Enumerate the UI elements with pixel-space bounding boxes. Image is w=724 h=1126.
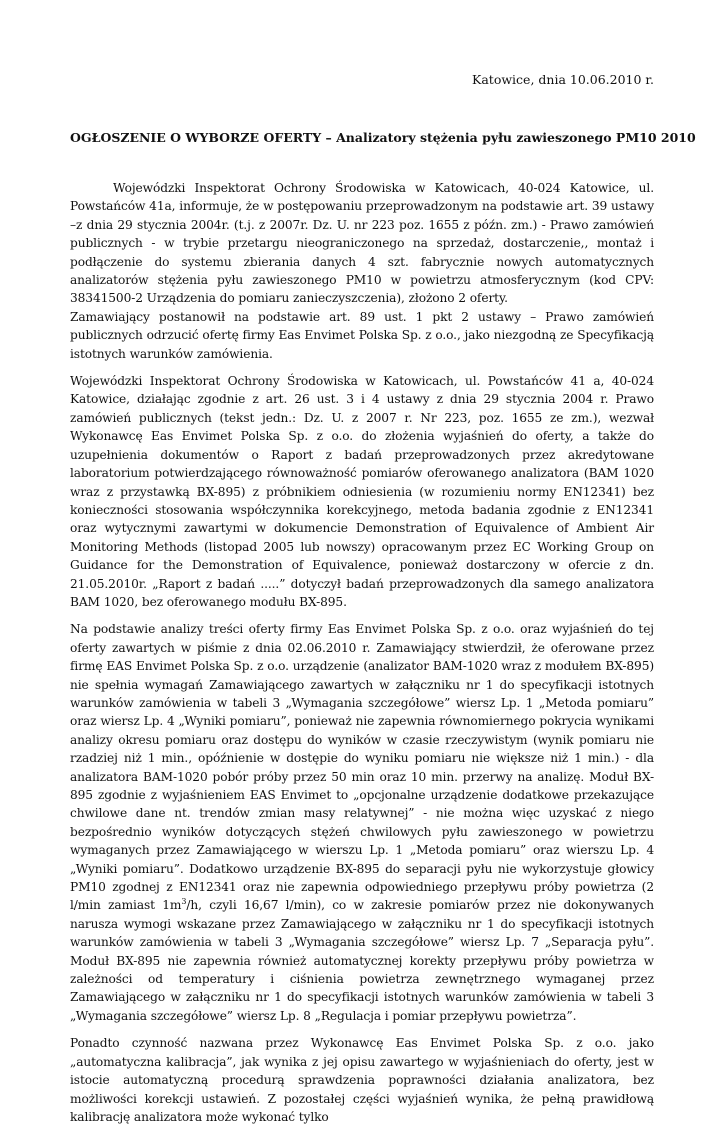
paragraph-announcement: Wojewódzki Inspektorat Ochrony Środowiska w Katowicach, 40-024 Katowice, ul. Powstańców 41a, informuje, że w postępowaniu przeprowadzonym na podstawie art. 39 ustawy –z dnia 29 stycznia 2004r. (t.j. z 2007r. Dz. U. nr 223 poz. 1655 z późn. zm.) - Prawo zamówień publicznych - w trybie przetargu nieograniczonego na sprzedaż, dostarczenie,, montaż i podłączenie do systemu zbierania danych 4 szt. fabrycznie nowych automatycznych analizatorów stężenia pyłu zawieszonego PM10 w powietrzu atmosferycznym (kod CPV: 38341500-2 Urządzenia do pomiaru zanieczyszczenia), złożono 2 oferty. (70, 181, 654, 306)
paragraph-rejection-decision: Zamawiający postanowił na podstawie art. 89 ust. 1 pkt 2 ustawy – Prawo zamówień publicznych odrzucić ofertę firmy Eas Envimet Polska Sp. z o.o., jako niezgodną ze Specyfikacją istotnych warunków zamówienia. (70, 309, 654, 361)
document-title: OGŁOSZENIE O WYBORZE OFERTY – Analizatory stężenia pyłu zawieszonego PM10 2010 (70, 130, 696, 145)
superscript-cubic: 3 (181, 897, 187, 907)
paragraph-analysis-part-1: Na podstawie analizy treści oferty firmy Eas Envimet Polska Sp. z o.o. oraz wyjaśnień do tej oferty zawartych w piśmie z dnia 02.06.2010 r. Zamawiający stwierdził, że oferowane przez firmę EAS Envimet Polska Sp. z o.o. urządzenie (analizator BAM-1020 wraz z modułem BX-895) nie spełnia wymagań Zamawiającego zawartych w załączniku nr 1 do specyfikacji istotnych warunków zamówienia w tabeli 3 „Wymagania szczegółowe” wiersz Lp. 1 „Metoda pomiaru” oraz wiersz Lp. 4 „Wyniki pomiaru”, ponieważ nie zapewnia równomiernego pokrycia wynikami analizy okresu pomiaru oraz dostępu do wyników w czasie rzeczywistym (wynik pomiaru nie rzadziej niż 1 min., opóźnienie w dostępie do wyniku pomiaru nie większe niż 1 min.) - dla analizatora BAM-1020 pobór próby przez 50 min oraz 10 min. przerwy na analizę. Moduł BX-895 zgodnie z wyjaśnieniem EAS Envimet to „opcjonalne urządzenie dodatkowe przekazujące chwilowe dane nt. trendów zmian masy relatywnej” - nie można więc uzyskać z niego bezpośrednio wyników dotyczących stężeń chwilowych pyłu zawieszonego w powietrzu wymaganych przez Zamawiającego w wierszu Lp. 1 „Metoda pomiaru” oraz wierszu Lp. 4 „Wyniki pomiaru”. Dodatkowo urządzenie BX-895 do separacji pyłu nie wykorzystuje głowicy PM10 zgodnej z EN12341 oraz nie zapewnia odpowiedniego przepływu próby powietrza (2 l/min zamiast 1m (70, 622, 654, 913)
paragraph-analysis (70, 620, 654, 1025)
paragraph-calibration: Ponadto czynność nazwana przez Wykonawcę Eas Envimet Polska Sp. z o.o. jako „automatyczna kalibracja”, jak wynika z jej opisu zawartego w wyjaśnieniach do oferty, jest w istocie automatyczną procedurą sprawdzenia poprawności działania analizatora, bez możliwości korekcji ustawień. Z pozostałej części wyjaśnień wynika, że pełną prawidłową kalibrację analizatora może wykonać tylko (70, 1036, 654, 1124)
document-body (70, 179, 654, 1126)
place-and-date: Katowice, dnia 10.06.2010 r. (472, 72, 654, 87)
paragraph-analysis-part-2: /h, czyli 16,67 l/min), co w zakresie pomiarów przez nie dokonywanych narusza wymogi wskazane przez Zamawiającego w załączniku nr 1 do specyfikacji istotnych warunków zamówienia w tabeli 3 „Wymagania szczegółowe” wiersz Lp. 7 „Separacja pyłu”. Moduł BX-895 nie zapewnia również automatycznej korekty przepływu próby powietrza w zależności od temperatury i ciśnienia powietrza zewnętrznego wymaganej przez Zamawiającego w załączniku nr 1 do specyfikacji istotnych warunków zamówienia w tabeli 3 „Wymagania szczegółowe” wiersz Lp. 8 „Regulacja i pomiar przepływu powietrza”. (70, 898, 654, 1023)
paragraph-request-for-explanations: Wojewódzki Inspektorat Ochrony Środowiska w Katowicach, ul. Powstańców 41 a, 40-024 Katowice, działając zgodnie z art. 26 ust. 3 i 4 ustawy z dnia 29 stycznia 2004 r. Prawo zamówień publicznych (tekst jedn.: Dz. U. z 2007 r. Nr 223, poz. 1655 ze zm.), wezwał Wykonawcę Eas Envimet Polska Sp. z o.o. do złożenia wyjaśnień do oferty, a także do uzupełnienia dokumentów o Raport z badań przeprowadzonych przez akredytowane laboratorium potwierdzającego równoważność pomiarów oferowanego analizatora (BAM 1020 wraz z przystawką BX-895) z próbnikiem odniesienia (w rozumieniu normy EN12341) bez konieczności stosowania współczynnika korekcyjnego, metoda badania zgodnie z EN12341 oraz wytycznymi zawartymi w dokumencie Demonstration of Equivalence of Ambient Air Monitoring Methods (listopad 2005 lub nowszy) opracowanym przez EC Working Group on Guidance for the Demonstration of Equivalence, ponieważ dostarczony w ofercie z dn. 21.05.2010r. „Raport z badań .....” dotyczył badań przeprowadzonych dla samego analizatora BAM 1020, bez oferowanego modułu BX-895. (70, 374, 654, 609)
